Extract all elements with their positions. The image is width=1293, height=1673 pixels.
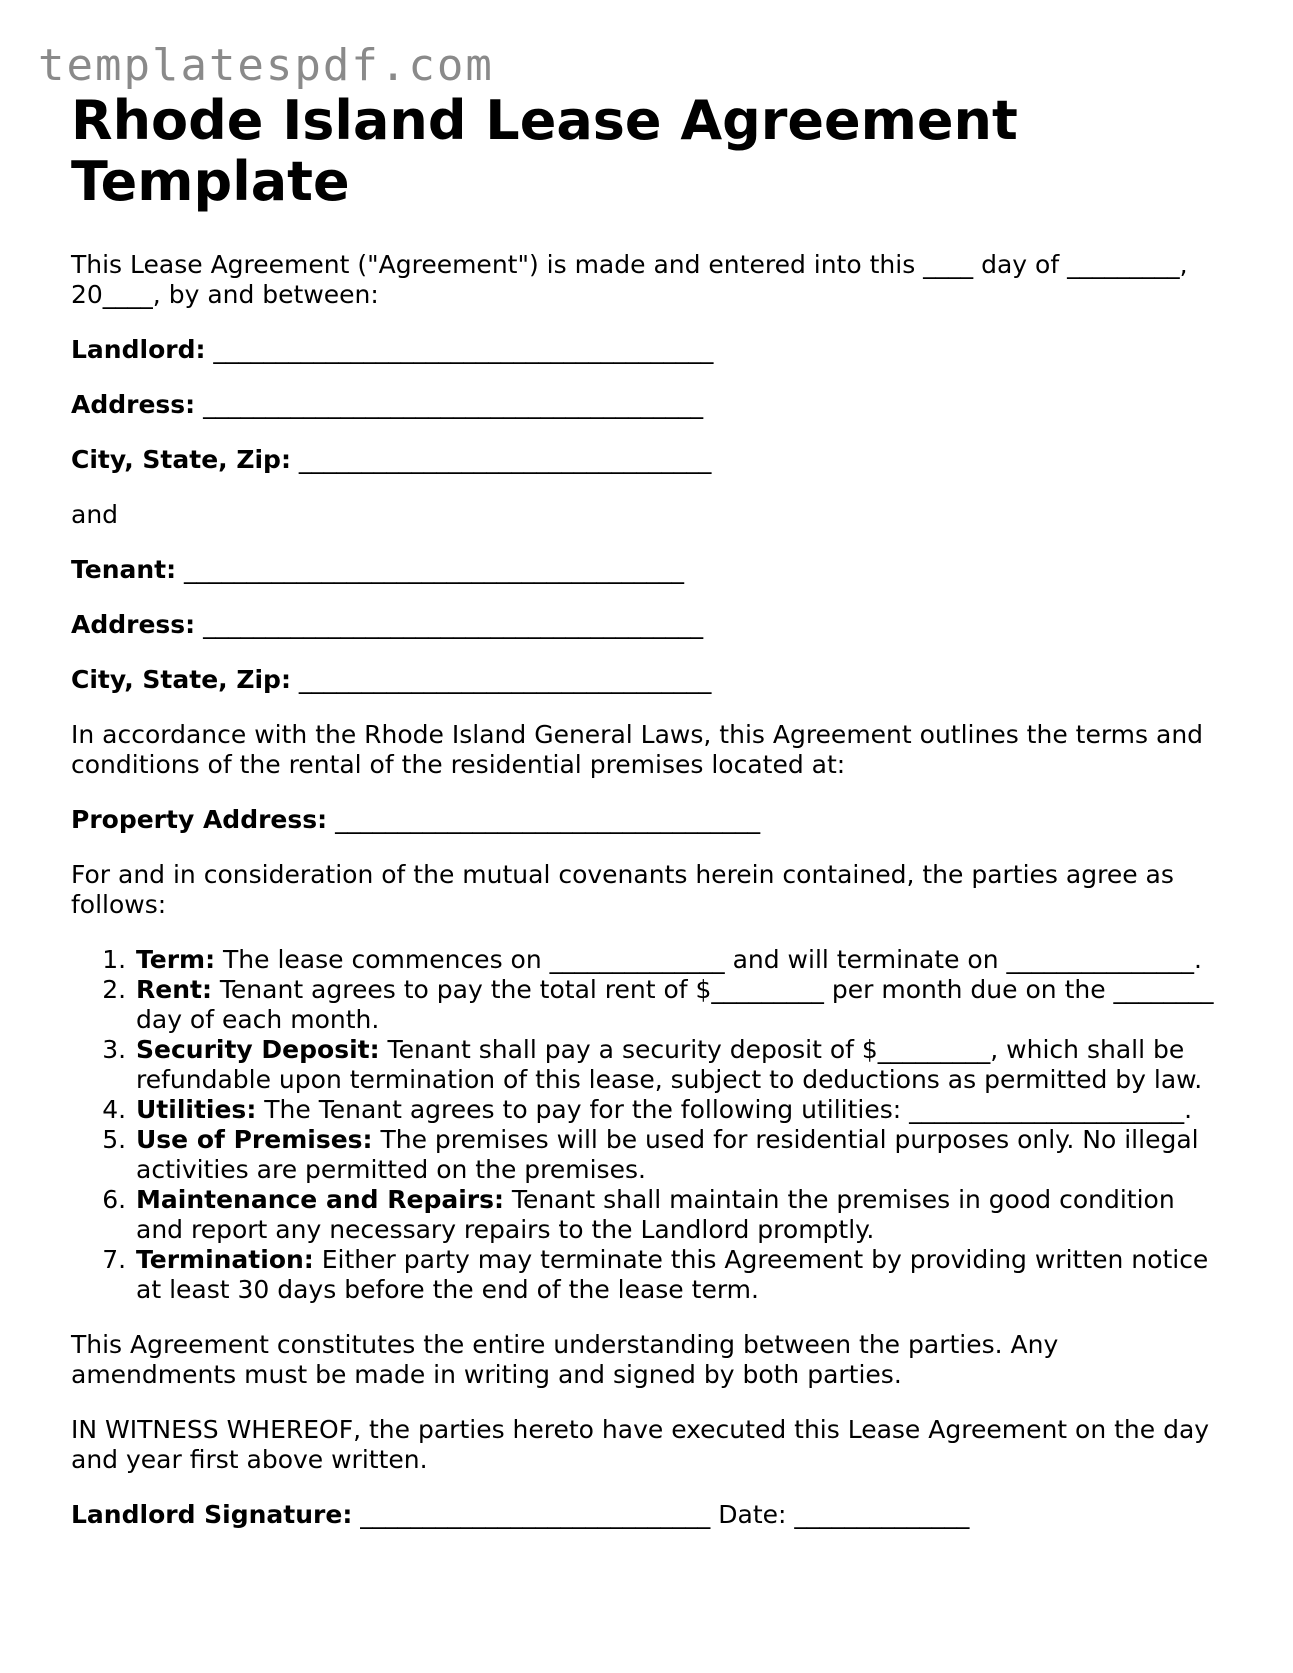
landlord-name-field[interactable]	[71, 335, 1221, 365]
terms-list	[71, 945, 1221, 1305]
list-item-rent	[134, 975, 1221, 1035]
termination-label: Termination:	[136, 1245, 314, 1274]
rent-text: Tenant agrees to pay the total rent of $_________ per month due on the ________ day of each month.	[136, 975, 1214, 1034]
signature-date-field[interactable]: Date: ______________	[718, 1500, 970, 1529]
watermark-logo: templatespdf.com	[38, 40, 494, 91]
tenant-city-blank[interactable]: _________________________________	[290, 665, 712, 694]
and-text: and	[71, 500, 119, 529]
landlord-address-label: Address:	[71, 390, 196, 419]
landlord-signature-blank[interactable]: ____________________________	[352, 1500, 719, 1529]
list-item-maintenance	[134, 1185, 1221, 1245]
tenant-name-field[interactable]	[71, 555, 1221, 585]
tenant-name-label: Tenant:	[71, 555, 177, 584]
landlord-city-field[interactable]	[71, 445, 1221, 475]
termination-text: Either party may terminate this Agreement by providing written notice at least 30 days before the end of the lease term.	[136, 1245, 1209, 1304]
landlord-address-blank[interactable]: ________________________________________	[195, 390, 704, 419]
tenant-city-field[interactable]	[71, 665, 1221, 695]
property-address-field[interactable]	[71, 805, 1221, 835]
accordance-paragraph: In accordance with the Rhode Island General Laws, this Agreement outlines the terms and conditions of the rental of the residential premises located at:	[71, 720, 1204, 779]
property-address-label: Property Address:	[71, 805, 328, 834]
landlord-name-blank[interactable]: ________________________________________	[205, 335, 714, 364]
rent-label: Rent:	[136, 975, 212, 1004]
tenant-city-label: City, State, Zip:	[71, 665, 291, 694]
list-item-utilities	[134, 1095, 1221, 1125]
tenant-address-label: Address:	[71, 610, 196, 639]
maintenance-label: Maintenance and Repairs:	[136, 1185, 504, 1214]
landlord-name-label: Landlord:	[71, 335, 206, 364]
property-address-blank[interactable]: __________________________________	[327, 805, 761, 834]
term-text: The lease commences on ______________ and will terminate on _______________.	[215, 945, 1202, 974]
tenant-address-blank[interactable]: ________________________________________	[195, 610, 704, 639]
list-item-term	[134, 945, 1221, 975]
utilities-label: Utilities:	[136, 1095, 257, 1124]
page-title: Rhode Island Lease Agreement Template	[71, 89, 1018, 213]
entire-agreement-paragraph: This Agreement constitutes the entire understanding between the parties. Any amendments must be made in writing and signed by both parties.	[71, 1330, 1059, 1389]
list-item-termination	[134, 1245, 1221, 1305]
document-body	[71, 90, 1221, 1530]
list-item-security-deposit	[134, 1035, 1221, 1095]
landlord-city-label: City, State, Zip:	[71, 445, 291, 474]
use-of-premises-text: The premises will be used for residential purposes only. No illegal activities are permitted on the premises.	[136, 1125, 1199, 1184]
consideration-paragraph: For and in consideration of the mutual covenants herein contained, the parties agree as follows:	[71, 860, 1174, 919]
security-deposit-label: Security Deposit:	[136, 1035, 380, 1064]
witness-paragraph: IN WITNESS WHEREOF, the parties hereto have executed this Lease Agreement on the day and year first above written.	[71, 1415, 1210, 1474]
maintenance-text: Tenant shall maintain the premises in good condition and report any necessary repairs to the Landlord promptly.	[136, 1185, 1175, 1244]
list-item-use-of-premises	[134, 1125, 1221, 1185]
utilities-text: The Tenant agrees to pay for the following utilities: ______________________.	[256, 1095, 1193, 1124]
intro-paragraph: This Lease Agreement ("Agreement") is made and entered into this ____ day of _________, 20____, by and between:	[71, 250, 1188, 309]
landlord-signature-field[interactable]	[71, 1500, 1221, 1530]
landlord-address-field[interactable]	[71, 390, 1221, 420]
tenant-name-blank[interactable]: ________________________________________	[176, 555, 685, 584]
term-label: Term:	[136, 945, 216, 974]
use-of-premises-label: Use of Premises:	[136, 1125, 373, 1154]
landlord-signature-label: Landlord Signature:	[71, 1500, 353, 1529]
tenant-address-field[interactable]	[71, 610, 1221, 640]
landlord-city-blank[interactable]: _________________________________	[290, 445, 712, 474]
security-deposit-text: Tenant shall pay a security deposit of $_________, which shall be refundable upon termination of this lease, subject to deductions as permitted by law.	[136, 1035, 1203, 1094]
